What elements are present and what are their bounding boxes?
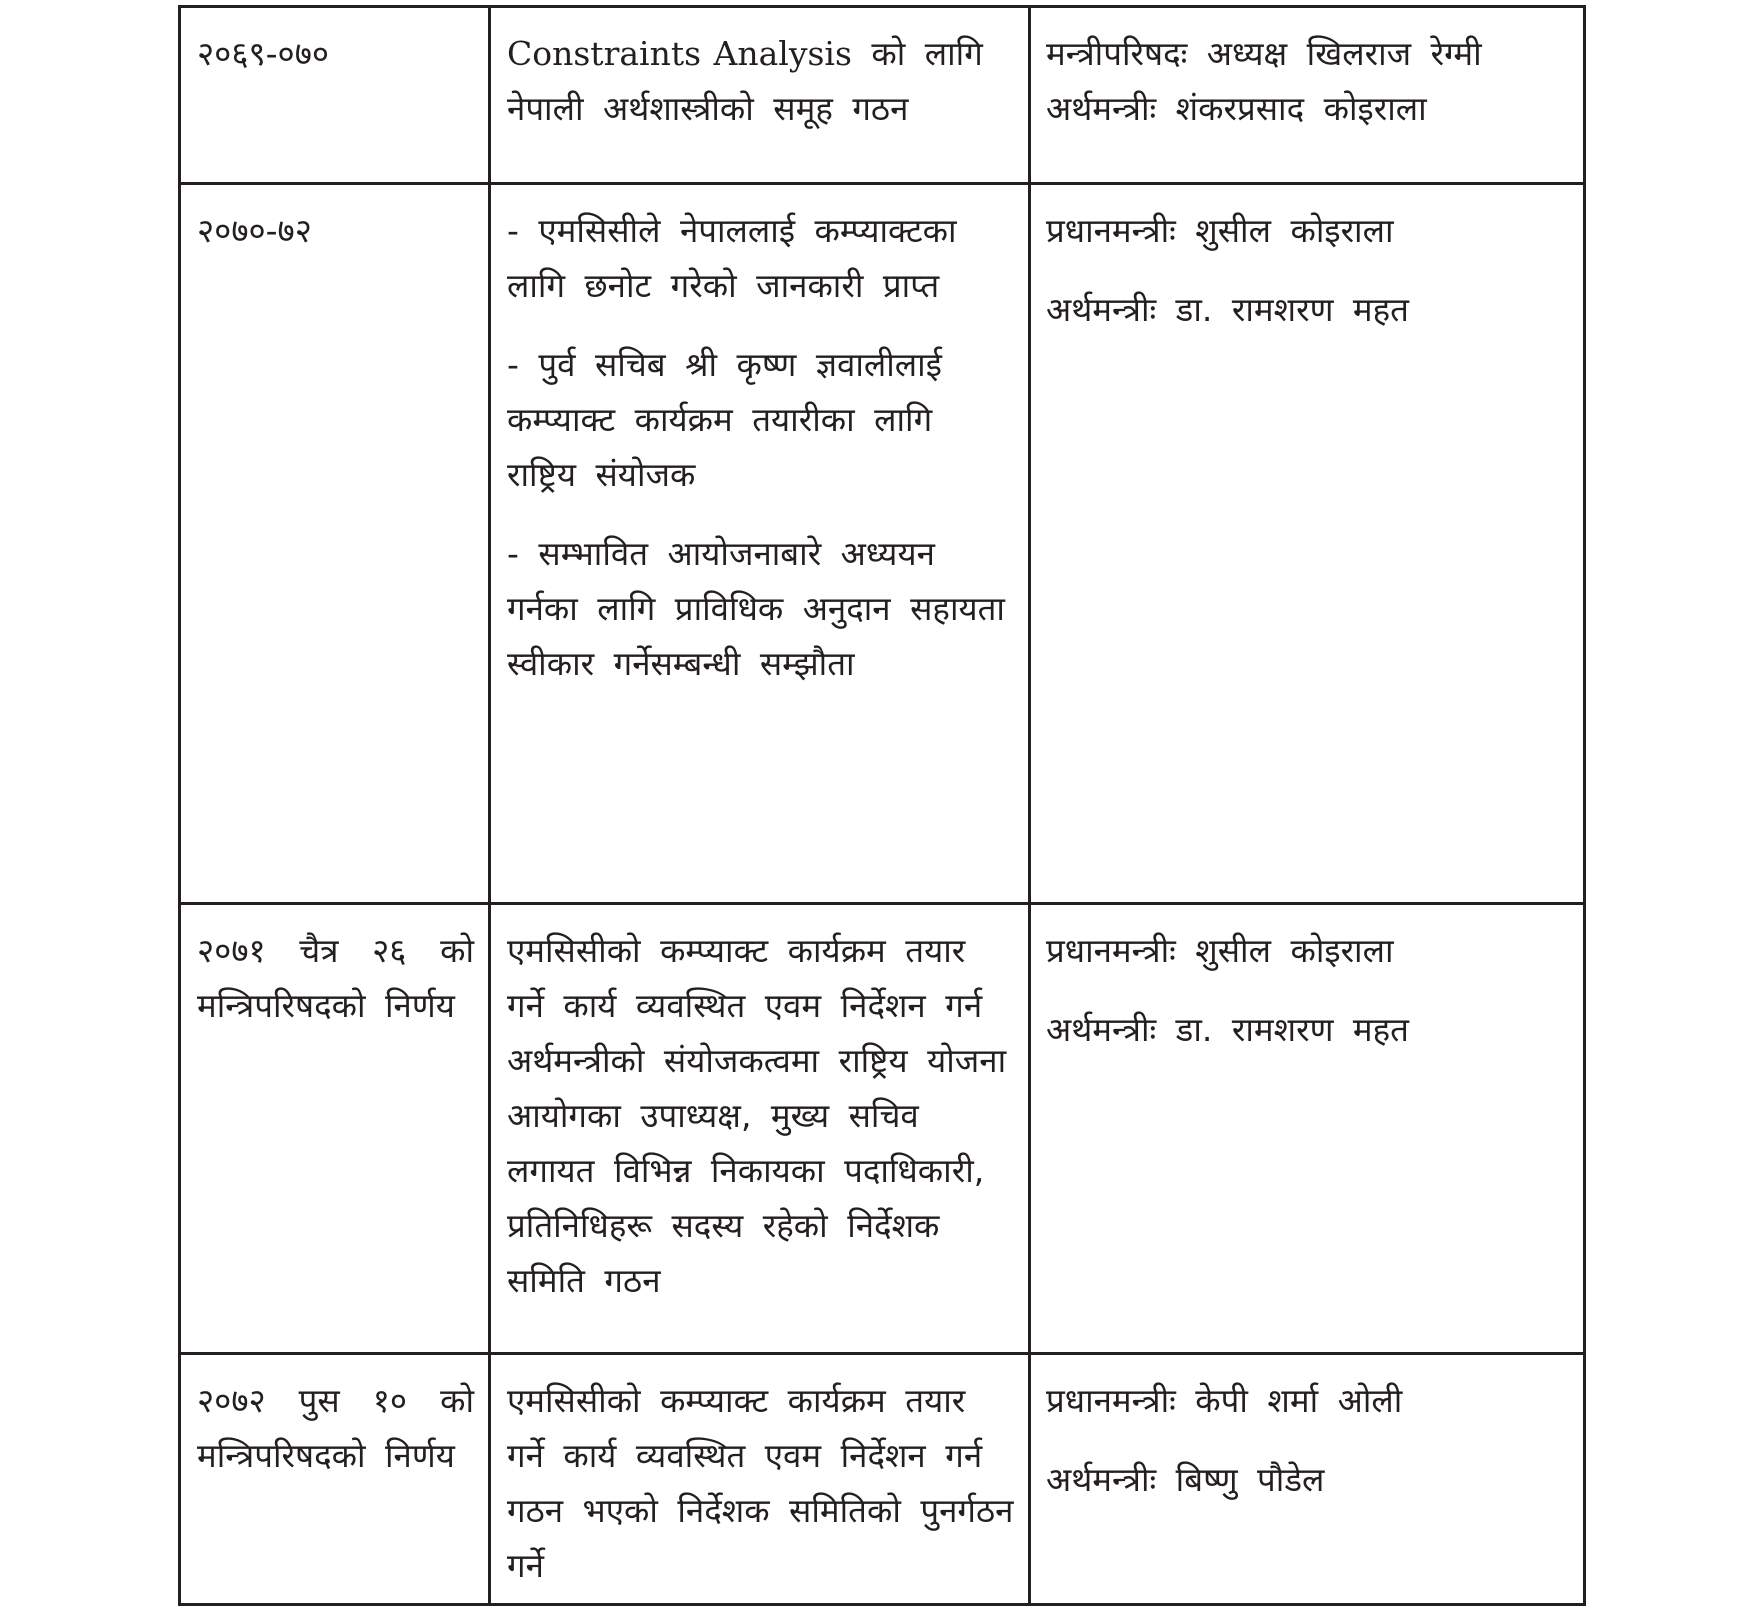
event-cell	[490, 7, 1030, 184]
event-cell	[490, 904, 1030, 1354]
finance-minister-line: अर्थमन्त्रीः डा. रामशरण महत	[1046, 1010, 1409, 1049]
period-text: २०७२ पुस १० को मन्त्रिपरिषदको निर्णय	[197, 1381, 474, 1475]
period-text: २०६९-०७०	[197, 34, 330, 73]
officials-cell	[1030, 1354, 1585, 1605]
table-row	[180, 7, 1585, 184]
period-cell	[180, 1354, 490, 1605]
officials-cell	[1030, 904, 1585, 1354]
period-cell	[180, 184, 490, 904]
event-text	[507, 26, 1014, 136]
prime-minister-line: प्रधानमन्त्रीः शुसील कोइराला	[1046, 211, 1394, 250]
officials-text: मन्त्रीपरिषदः अध्यक्ष खिलराज रेग्मी अर्थमन्त्रीः शंकरप्रसाद कोइराला	[1046, 34, 1482, 128]
prime-minister-line: प्रधानमन्त्रीः केपी शर्मा ओली	[1046, 1381, 1403, 1420]
period-cell	[180, 7, 490, 184]
event-item: एमसिसीको कम्प्याक्ट कार्यक्रम तयार गर्ने कार्य व्यवस्थित एवम निर्देशन गर्न गठन भएको निर्देशक समितिको पुनर्गठन गर्ने	[507, 1381, 1014, 1585]
prime-minister-line: प्रधानमन्त्रीः शुसील कोइराला	[1046, 931, 1394, 970]
event-item: - एमसिसीले नेपाललाई कम्प्याक्टका लागि छनोट गरेको जानकारी प्राप्त	[507, 211, 957, 305]
period-text: २०७०-७२	[197, 211, 312, 250]
table-row	[180, 1354, 1585, 1605]
event-cell	[490, 184, 1030, 904]
event-item: - पुर्व सचिब श्री कृष्ण ज्ञवालीलाई कम्प्याक्ट कार्यक्रम तयारीका लागि राष्ट्रिय संयोजक	[507, 345, 942, 494]
period-text: २०७१ चैत्र २६ को मन्त्रिपरिषदको निर्णय	[197, 931, 474, 1025]
officials-cell	[1030, 7, 1585, 184]
finance-minister-line: अर्थमन्त्रीः बिष्णु पौडेल	[1046, 1460, 1325, 1499]
event-item: एमसिसीको कम्प्याक्ट कार्यक्रम तयार गर्ने कार्य व्यवस्थित एवम निर्देशन गर्न अर्थमन्त्रीको संयोजकत्वमा राष्ट्रिय योजना आयोगका उपाध्यक्ष, मुख्य सचिव लगायत विभिन्न निकायका पदाधिकारी, प्रतिनिधिहरू सदस्य रहेको निर्देशक समिति गठन	[507, 931, 1007, 1300]
finance-minister-line: अर्थमन्त्रीः डा. रामशरण महत	[1046, 290, 1409, 329]
event-cell	[490, 1354, 1030, 1605]
timeline-table	[178, 5, 1586, 1606]
period-cell	[180, 904, 490, 1354]
event-latin-text: Constraints Analysis	[507, 34, 852, 73]
officials-cell	[1030, 184, 1585, 904]
event-devanagari-text: को लागि नेपाली अर्थशास्त्रीको समूह गठन	[507, 34, 983, 128]
event-item: - सम्भावित आयोजनाबारे अध्ययन गर्नका लागि प्राविधिक अनुदान सहायता स्वीकार गर्नेसम्बन्धी सम्झौता	[507, 534, 1005, 683]
table-row	[180, 904, 1585, 1354]
table-row	[180, 184, 1585, 904]
